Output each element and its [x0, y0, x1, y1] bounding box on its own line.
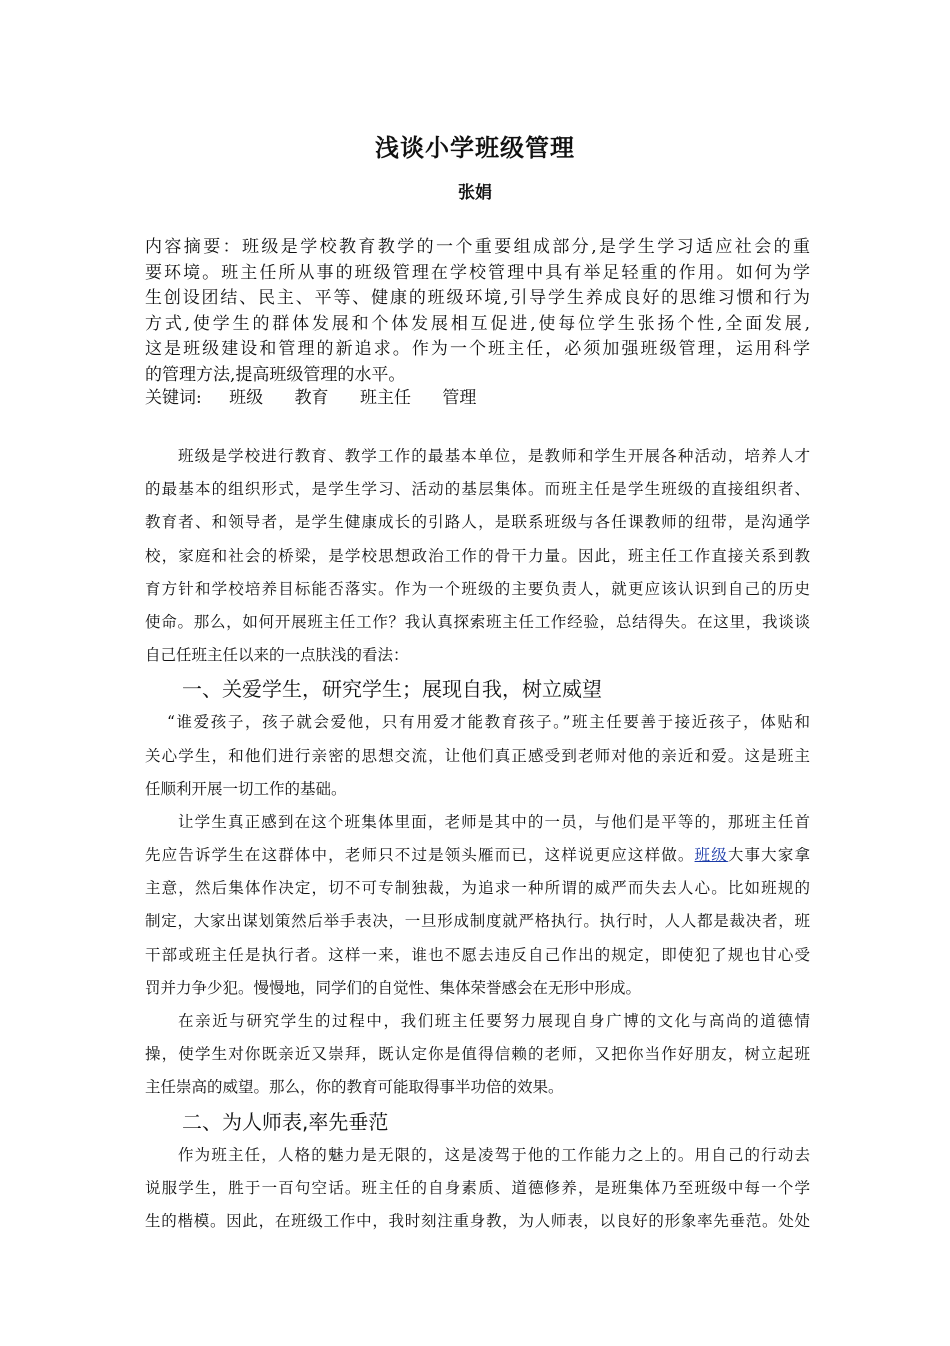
abstract-line: 生创设团结、民主、平等、健康的班级环境,引导学生养成良好的思维习惯和行为: [145, 288, 810, 309]
author-name: 张娟: [458, 183, 492, 203]
abstract-line: 这是班级建设和管理的新追求。作为一个班主任，必须加强班级管理，运用科学: [145, 339, 810, 360]
section1-paragraph-1: [145, 706, 810, 806]
paragraph-line: 使命。那么，如何开展班主任工作？我认真探索班主任工作经验，总结得失。在这里，我谈谈: [145, 612, 810, 631]
paragraph-line: 主意，然后集体作决定，切不可专制独裁，为追求一种所谓的威严而失去人心。比如班规的: [145, 879, 810, 898]
paragraph-line: 罚并力争少犯。慢慢地，同学们的自觉性、集体荣誉感会在无形中形成。: [145, 978, 642, 997]
text-span: 先应告诉学生在这群体中，老师只不过是领头雁而已，这样说更应这样做。: [145, 846, 695, 865]
paragraph-line: 教育者、和领导者，是学生健康成长的引路人，是联系班级与各任课教师的纽带，是沟通学: [145, 513, 810, 532]
intro-paragraph: [145, 440, 810, 672]
keywords: [145, 385, 810, 411]
abstract-line: 的管理方法,提高班级管理的水平。: [145, 364, 406, 385]
section1-paragraph-3: [145, 1005, 810, 1105]
paragraph-line: [145, 839, 810, 872]
paragraph-line: 干部或班主任是执行者。这样一来，谁也不愿去违反自己作出的规定，即使犯了规也甘心受: [145, 945, 810, 964]
paragraph-line: 作为班主任，人格的魅力是无限的，这是凌驾于他的工作能力之上的。用自己的行动去: [178, 1145, 810, 1164]
keyword-item: 管理: [442, 388, 477, 408]
paragraph-line: 主任崇高的威望。那么，你的教育可能取得事半功倍的效果。: [145, 1078, 564, 1097]
paragraph-line: 自己任班主任以来的一点肤浅的看法：: [145, 646, 409, 665]
keyword-item: 班级: [229, 388, 264, 408]
paragraph-line: 生的楷模。因此，在班级工作中，我时刻注重身教，为人师表，以良好的形象率先垂范。处处: [145, 1211, 810, 1230]
class-link[interactable]: 班级: [694, 846, 728, 865]
keyword-item: 教育: [294, 388, 329, 408]
section-heading: 一、关爱学生，研究学生；展现自我，树立威望: [182, 677, 602, 702]
paragraph-line: 让学生真正感到在这个班集体里面，老师是其中的一员，与他们是平等的，那班主任首: [178, 812, 810, 831]
paragraph-line: 班级是学校进行教育、教学工作的最基本单位，是教师和学生开展各种活动，培养人才: [178, 447, 810, 465]
abstract-line: 内容摘要：班级是学校教育教学的一个重要组成部分,是学生学习适应社会的重: [145, 237, 810, 257]
document-body: [145, 440, 810, 1238]
section2-paragraph-1: [145, 1139, 810, 1239]
paragraph-line: “谁爱孩子，孩子就会爱他，只有用爱才能教育孩子。”班主任要善于接近孩子，体贴和: [167, 713, 810, 732]
keywords-label: 关键词:: [145, 388, 202, 408]
section1-paragraph-2: [145, 806, 810, 1005]
text-span: 大事大家拿: [727, 846, 810, 865]
abstract: [145, 235, 810, 389]
paragraph-line: 的最基本的组织形式，是学生学习、活动的基层集体。而班主任是学生班级的直接组织者、: [145, 480, 810, 499]
abstract-line: 方式,使学生的群体发展和个体发展相互促进,使每位学生张扬个性,全面发展,: [145, 313, 810, 334]
paragraph-line: 任顺利开展一切工作的基础。: [145, 779, 347, 798]
paragraph-line: 操，使学生对你既亲近又崇拜，既认定你是值得信赖的老师，又把你当作好朋友，树立起班: [145, 1045, 810, 1064]
section-heading: 二、为人师表,率先垂范: [182, 1109, 389, 1134]
paragraph-line: 制定，大家出谋划策然后举手表决，一旦形成制度就严格执行。执行时，人人都是裁决者，班: [145, 912, 810, 931]
paragraph-line: 育方针和学校培养目标能否落实。作为一个班级的主要负责人，就更应该认识到自己的历史: [145, 579, 810, 598]
paragraph-line: 在亲近与研究学生的过程中，我们班主任要努力展现自身广博的文化与高尚的道德情: [178, 1012, 810, 1030]
paragraph-line: 说服学生，胜于一百句空话。班主任的自身素质、道德修养，是班集体乃至班级中每一个学: [145, 1178, 810, 1197]
keyword-item: 班主任: [359, 388, 411, 408]
abstract-line: 要环境。班主任所从事的班级管理在学校管理中具有举足轻重的作用。如何为学: [145, 262, 810, 283]
paragraph-line: 校，家庭和社会的桥梁，是学校思想政治工作的骨干力量。因此，班主任工作直接关系到教: [145, 546, 810, 565]
document-title: 浅谈小学班级管理: [375, 134, 575, 162]
paragraph-line: 关心学生，和他们进行亲密的思想交流，让他们真正感受到老师对他的亲近和爱。这是班主: [145, 746, 810, 765]
